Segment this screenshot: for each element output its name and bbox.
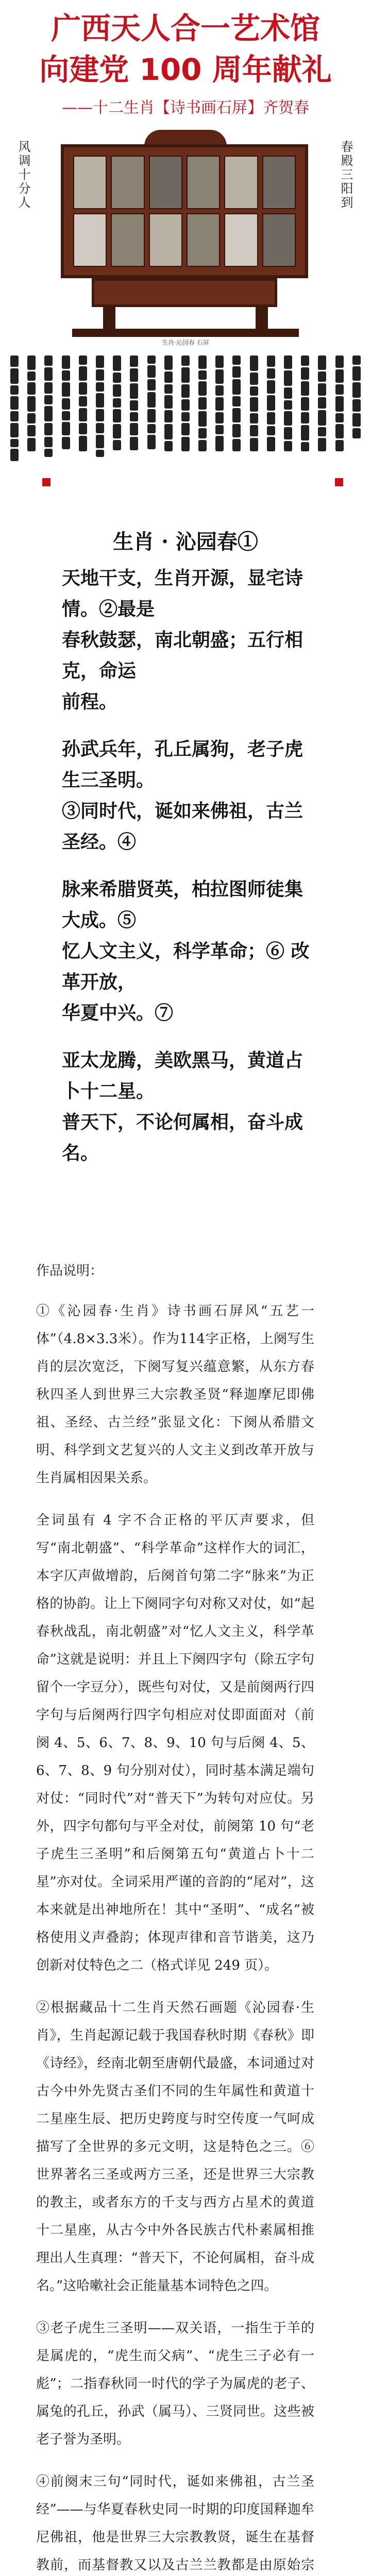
stone-grid xyxy=(73,156,296,267)
red-seal-stamp xyxy=(42,478,50,486)
right-verse: 春殿三阳到 xyxy=(339,140,353,210)
poem-stanza: 天地干支，生肖开源，显宅诗情。②最是 春秋鼓瑟，南北朝盛；五行相克，命运 前程。 xyxy=(62,567,303,713)
red-seal-stamp xyxy=(335,478,343,486)
zodiac-stone xyxy=(224,156,258,209)
zodiac-stone xyxy=(262,156,296,209)
stand-leg xyxy=(256,307,268,330)
zodiac-stone xyxy=(111,156,144,209)
calligraphy-column xyxy=(232,355,241,500)
main-title-line-2: 向建党 100 周年献礼 xyxy=(39,52,332,87)
poem-stanza: 脉来希腊贤英，柏拉图师徒集大成。⑤ 忆人文主义，科学革命；⑥ 改革开放， 华夏中兴。⑦ xyxy=(62,878,310,1024)
zodiac-stone xyxy=(149,156,182,209)
calligraphy-column xyxy=(352,355,361,500)
calligraphy-column xyxy=(284,355,292,500)
left-verse: 风调十分人 xyxy=(16,140,30,210)
stone-screen-illustration xyxy=(0,130,371,346)
zodiac-stone xyxy=(187,156,220,209)
calligraphy-column xyxy=(250,355,258,500)
calligraphy-column xyxy=(181,355,190,500)
zodiac-stone xyxy=(224,213,258,267)
notes-section xyxy=(36,1257,314,2576)
calligraphy-column xyxy=(27,355,36,500)
calligraphy-column xyxy=(215,355,224,500)
notes-heading: 作品说明： xyxy=(36,1263,104,1279)
calligraphy-column xyxy=(198,355,207,500)
zodiac-stone xyxy=(73,213,107,267)
poem-stanza: 孙武兵年，孔丘属狗，老子虎生三圣明。 ③同时代，诞如来佛祖，古兰圣经。④ xyxy=(62,738,303,853)
calligraphy-column xyxy=(301,355,309,500)
zodiac-stone xyxy=(187,213,220,267)
calligraphy-column xyxy=(10,355,19,500)
subtitle: ——十二生肖【诗书画石屏】齐贺春 xyxy=(62,99,309,117)
note-paragraph: ③老子虎生三圣明——双关语，一指生于羊的是属虎的，“虎生而父病”、“虎生三子必有一彪”；二指春秋同一时代的学子为属虎的老子、属兔的孔丘，孙武（属马）、三贤同世。这些被老子誉为圣明。 xyxy=(36,2320,314,2447)
stand-base xyxy=(72,329,299,337)
illustration-caption: 生肖·沁园春 石屏 xyxy=(162,339,209,346)
calligraphy-column xyxy=(96,355,104,500)
calligraphy-strip xyxy=(10,355,361,500)
zodiac-stone xyxy=(111,213,144,267)
calligraphy-column xyxy=(318,355,326,500)
poem-title: 生肖 · 沁园春① xyxy=(113,530,258,554)
zodiac-stone xyxy=(262,213,296,267)
stand-leg xyxy=(103,307,115,330)
poem-body xyxy=(62,563,314,1168)
calligraphy-column xyxy=(79,355,87,500)
screen-stand xyxy=(92,278,277,307)
calligraphy-column xyxy=(62,355,70,500)
note-paragraph: ②根据藏品十二生肖天然石画题《沁园春·生肖》，生肖起源记载于我国春秋时期《春秋》即《诗经》，经南北朝至唐朝代最盛，本词通过对古今中外先贤古圣们不同的生年属性和黄道十二星座生辰、把历史跨度与时空传度一气呵成描写了全世界的多元文明，这是特色之三。⑥世界著名三圣或两方三圣，还是世界三大宗教的教主，或者东方的千支与西方占星术的黄道十二星座，从古今中外各民族古代朴素属相推理出人生真理：“普天下，不论何属相，奋斗成名。”这哈嗽社会正能量基本词特色之四。 xyxy=(36,2000,314,2294)
poem-stanza: 亚太龙腾，美欧黑马，黄道占卜十二星。 普天下，不论何属相，奋斗成名。 xyxy=(62,1049,303,1164)
screen-frame xyxy=(61,144,308,278)
calligraphy-column xyxy=(130,355,138,500)
calligraphy-column xyxy=(113,355,121,500)
zodiac-stone xyxy=(149,213,182,267)
main-title-line-1: 广西天人合一艺术馆 xyxy=(50,11,320,46)
calligraphy-column xyxy=(267,355,275,500)
note-paragraph: ④前阕末三句“同时代，诞如来佛祖，古兰圣经”——与华夏春秋史同一时期的印度国释迦牟尼佛祖，他是世界三大宗教教贤，诞生在基督教前，而基督教又以及古兰兰教都是由原始宗 xyxy=(36,2474,314,2573)
calligraphy-column xyxy=(164,355,173,500)
note-paragraph: 全词虽有 4 字不合正格的平仄声要求，但写“南北朝盛”、“科学革命”这样作大的词汇，本字仄声做增韵，后阕首句第二字“脉来”为正格的协韵。让上下阕同字句对称又对仗，如“起春秋战乱，南北朝盛”对“忆人文主义，科学革命”这就是说明：并且上下阕四字句（除五字句留个一字豆分），既些句对仗，又是前阕两行四字句与后阕两行四字句相应对仗即面面对（前阕 4、5、6、7、8、9、10 句与后阕 4、5、6、7、8、9 句分别对仗），同时基本满足端句对仗：“同时代”对“普天下”为转句对应仗。另外，四字句都句与平全对仗，前阕第 10 句“老子虎生三圣明”和后阕第五句“黄道占卜十二星”亦对仗。全词采用严谨的音韵的“尾对”，这本来就是出神地所在！其中“圣明”、“成名”被格使用义声叠韵；体现声律和音节谐美，这乃创新对仗特色之二（格式详见 249 页）。 xyxy=(36,1513,314,1973)
zodiac-stone xyxy=(73,156,107,209)
note-paragraph: ①《沁园春·生肖》诗书画石屏风“五艺一体”（4.8×3.3米）。作为114字正格，上阕写生肖的层次宽泛，下阕写复兴蕴意繁，从东方春秋四圣人到世界三大宗教圣贤“释迦摩尼即佛祖、圣经、古兰经”张显文化：下阕从希腊文明、科学到文艺复兴的人文主义到改革开放与生肖属相因果关系。 xyxy=(36,1303,314,1486)
calligraphy-column xyxy=(147,355,156,500)
